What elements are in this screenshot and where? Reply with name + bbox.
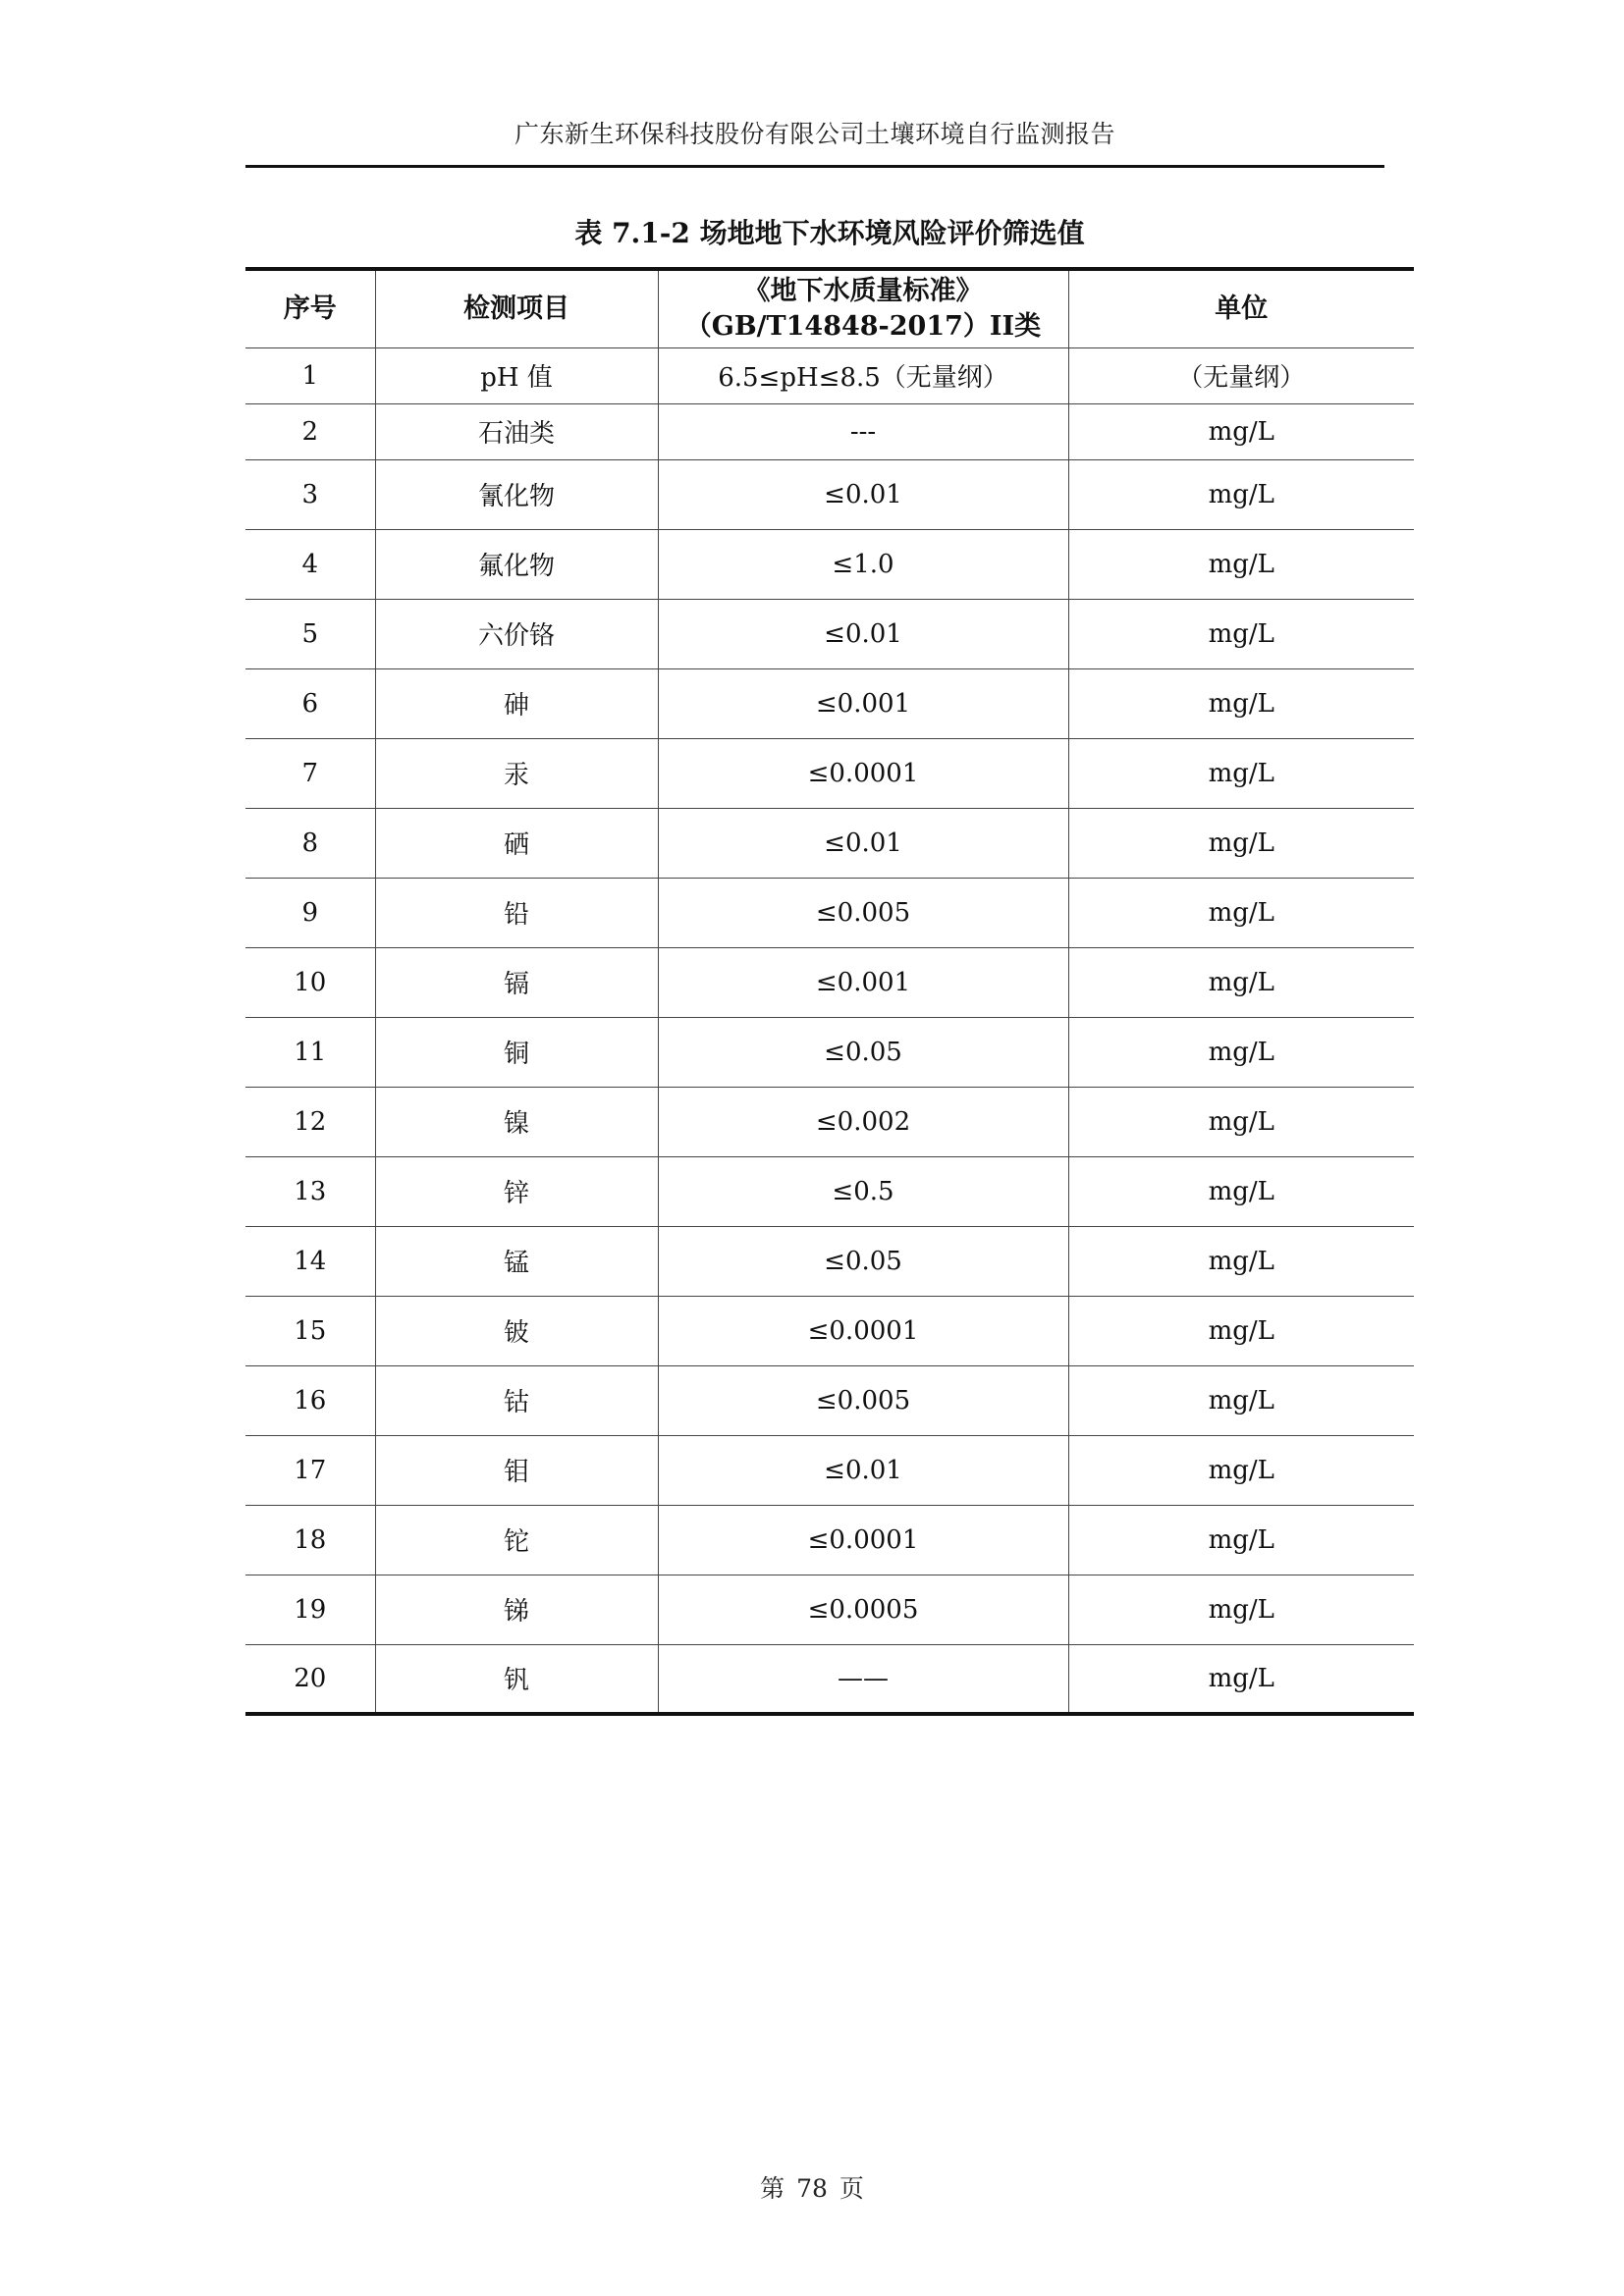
cell-limit: ≤0.5 xyxy=(658,1156,1068,1226)
cell-unit: mg/L xyxy=(1068,1226,1414,1296)
cell-unit: mg/L xyxy=(1068,1505,1414,1575)
cell-index: 13 xyxy=(245,1156,375,1226)
cell-limit: ≤0.01 xyxy=(658,459,1068,529)
cell-index: 7 xyxy=(245,738,375,808)
cell-item: 钼 xyxy=(375,1435,658,1505)
table-row xyxy=(245,1575,1414,1644)
cell-index: 14 xyxy=(245,1226,375,1296)
cell-limit: ≤1.0 xyxy=(658,529,1068,599)
table-row xyxy=(245,1505,1414,1575)
cell-limit: ≤0.01 xyxy=(658,808,1068,878)
table-row xyxy=(245,668,1414,738)
cell-limit: ≤0.001 xyxy=(658,668,1068,738)
cell-item: 锌 xyxy=(375,1156,658,1226)
running-header: 广东新生环保科技股份有限公司土壤环境自行监测报告 xyxy=(514,120,1115,148)
cell-index: 3 xyxy=(245,459,375,529)
table-row xyxy=(245,1087,1414,1156)
cell-item: 硒 xyxy=(375,808,658,878)
table-row xyxy=(245,1644,1414,1714)
cell-item: 铍 xyxy=(375,1296,658,1365)
table-row xyxy=(245,1226,1414,1296)
table-row xyxy=(245,403,1414,459)
page-suffix: 页 xyxy=(839,2174,864,2203)
cell-item: 镉 xyxy=(375,947,658,1017)
cell-limit: ≤0.002 xyxy=(658,1087,1068,1156)
cell-item: 锑 xyxy=(375,1575,658,1644)
cell-unit: mg/L xyxy=(1068,668,1414,738)
page-number-value: 78 xyxy=(796,2174,828,2203)
cell-index: 2 xyxy=(245,403,375,459)
cell-limit: —— xyxy=(658,1644,1068,1714)
cell-item: 氰化物 xyxy=(375,459,658,529)
cell-limit: ≤0.01 xyxy=(658,1435,1068,1505)
cell-index: 19 xyxy=(245,1575,375,1644)
cell-unit: mg/L xyxy=(1068,1017,1414,1087)
cell-unit: mg/L xyxy=(1068,1296,1414,1365)
cell-unit: mg/L xyxy=(1068,1644,1414,1714)
table-row xyxy=(245,947,1414,1017)
cell-unit: mg/L xyxy=(1068,738,1414,808)
cell-index: 20 xyxy=(245,1644,375,1714)
cell-item: 镍 xyxy=(375,1087,658,1156)
cell-index: 18 xyxy=(245,1505,375,1575)
cell-index: 6 xyxy=(245,668,375,738)
cell-unit: mg/L xyxy=(1068,1575,1414,1644)
page-number xyxy=(0,2169,1624,2205)
table-row xyxy=(245,599,1414,668)
table-row xyxy=(245,459,1414,529)
table-row xyxy=(245,1365,1414,1435)
cell-item: 石油类 xyxy=(375,403,658,459)
cell-item: 钴 xyxy=(375,1365,658,1435)
column-header-index: 序号 xyxy=(245,269,375,347)
cell-unit: mg/L xyxy=(1068,1365,1414,1435)
cell-index: 9 xyxy=(245,878,375,947)
cell-limit: ≤0.0001 xyxy=(658,738,1068,808)
cell-unit: mg/L xyxy=(1068,1435,1414,1505)
cell-limit: 6.5≤pH≤8.5（无量纲） xyxy=(658,347,1068,403)
cell-index: 17 xyxy=(245,1435,375,1505)
column-header-limit-line1: 《地下水质量标准》 xyxy=(743,275,983,306)
table-row xyxy=(245,808,1414,878)
table-row xyxy=(245,347,1414,403)
cell-index: 12 xyxy=(245,1087,375,1156)
cell-limit: ≤0.05 xyxy=(658,1017,1068,1087)
table-row xyxy=(245,1156,1414,1226)
cell-unit: mg/L xyxy=(1068,947,1414,1017)
cell-limit: ≤0.01 xyxy=(658,599,1068,668)
cell-limit: ≤0.005 xyxy=(658,878,1068,947)
cell-index: 16 xyxy=(245,1365,375,1435)
cell-item: 铊 xyxy=(375,1505,658,1575)
cell-item: 六价铬 xyxy=(375,599,658,668)
cell-item: 铅 xyxy=(375,878,658,947)
cell-index: 1 xyxy=(245,347,375,403)
table-row xyxy=(245,878,1414,947)
cell-unit: mg/L xyxy=(1068,459,1414,529)
header-rule xyxy=(245,165,1384,168)
cell-unit: mg/L xyxy=(1068,599,1414,668)
cell-unit: mg/L xyxy=(1068,808,1414,878)
cell-index: 15 xyxy=(245,1296,375,1365)
column-header-unit: 单位 xyxy=(1068,269,1414,347)
table-row xyxy=(245,1017,1414,1087)
table-caption: 表 7.1-2 场地地下水环境风险评价筛选值 xyxy=(574,217,1085,249)
column-header-item: 检测项目 xyxy=(375,269,658,347)
cell-index: 8 xyxy=(245,808,375,878)
table-row xyxy=(245,1296,1414,1365)
cell-item: pH 值 xyxy=(375,347,658,403)
cell-item: 汞 xyxy=(375,738,658,808)
cell-item: 钒 xyxy=(375,1644,658,1714)
cell-unit: mg/L xyxy=(1068,1156,1414,1226)
cell-index: 4 xyxy=(245,529,375,599)
table-row xyxy=(245,1435,1414,1505)
cell-unit: （无量纲） xyxy=(1068,347,1414,403)
column-header-limit-line2: （GB/T14848-2017）II类 xyxy=(684,310,1042,342)
cell-limit: ≤0.005 xyxy=(658,1365,1068,1435)
cell-unit: mg/L xyxy=(1068,529,1414,599)
cell-limit: ≤0.05 xyxy=(658,1226,1068,1296)
screening-values-table xyxy=(245,267,1414,1716)
table-header-row xyxy=(245,269,1414,347)
cell-index: 5 xyxy=(245,599,375,668)
cell-index: 10 xyxy=(245,947,375,1017)
cell-unit: mg/L xyxy=(1068,878,1414,947)
cell-limit: --- xyxy=(658,403,1068,459)
cell-limit: ≤0.001 xyxy=(658,947,1068,1017)
cell-item: 砷 xyxy=(375,668,658,738)
cell-limit: ≤0.0005 xyxy=(658,1575,1068,1644)
column-header-limit xyxy=(658,269,1068,347)
table-row xyxy=(245,529,1414,599)
cell-item: 锰 xyxy=(375,1226,658,1296)
table-row xyxy=(245,738,1414,808)
cell-index: 11 xyxy=(245,1017,375,1087)
cell-item: 氟化物 xyxy=(375,529,658,599)
cell-item: 铜 xyxy=(375,1017,658,1087)
cell-unit: mg/L xyxy=(1068,403,1414,459)
cell-limit: ≤0.0001 xyxy=(658,1296,1068,1365)
page-prefix: 第 xyxy=(760,2174,785,2203)
cell-limit: ≤0.0001 xyxy=(658,1505,1068,1575)
cell-unit: mg/L xyxy=(1068,1087,1414,1156)
